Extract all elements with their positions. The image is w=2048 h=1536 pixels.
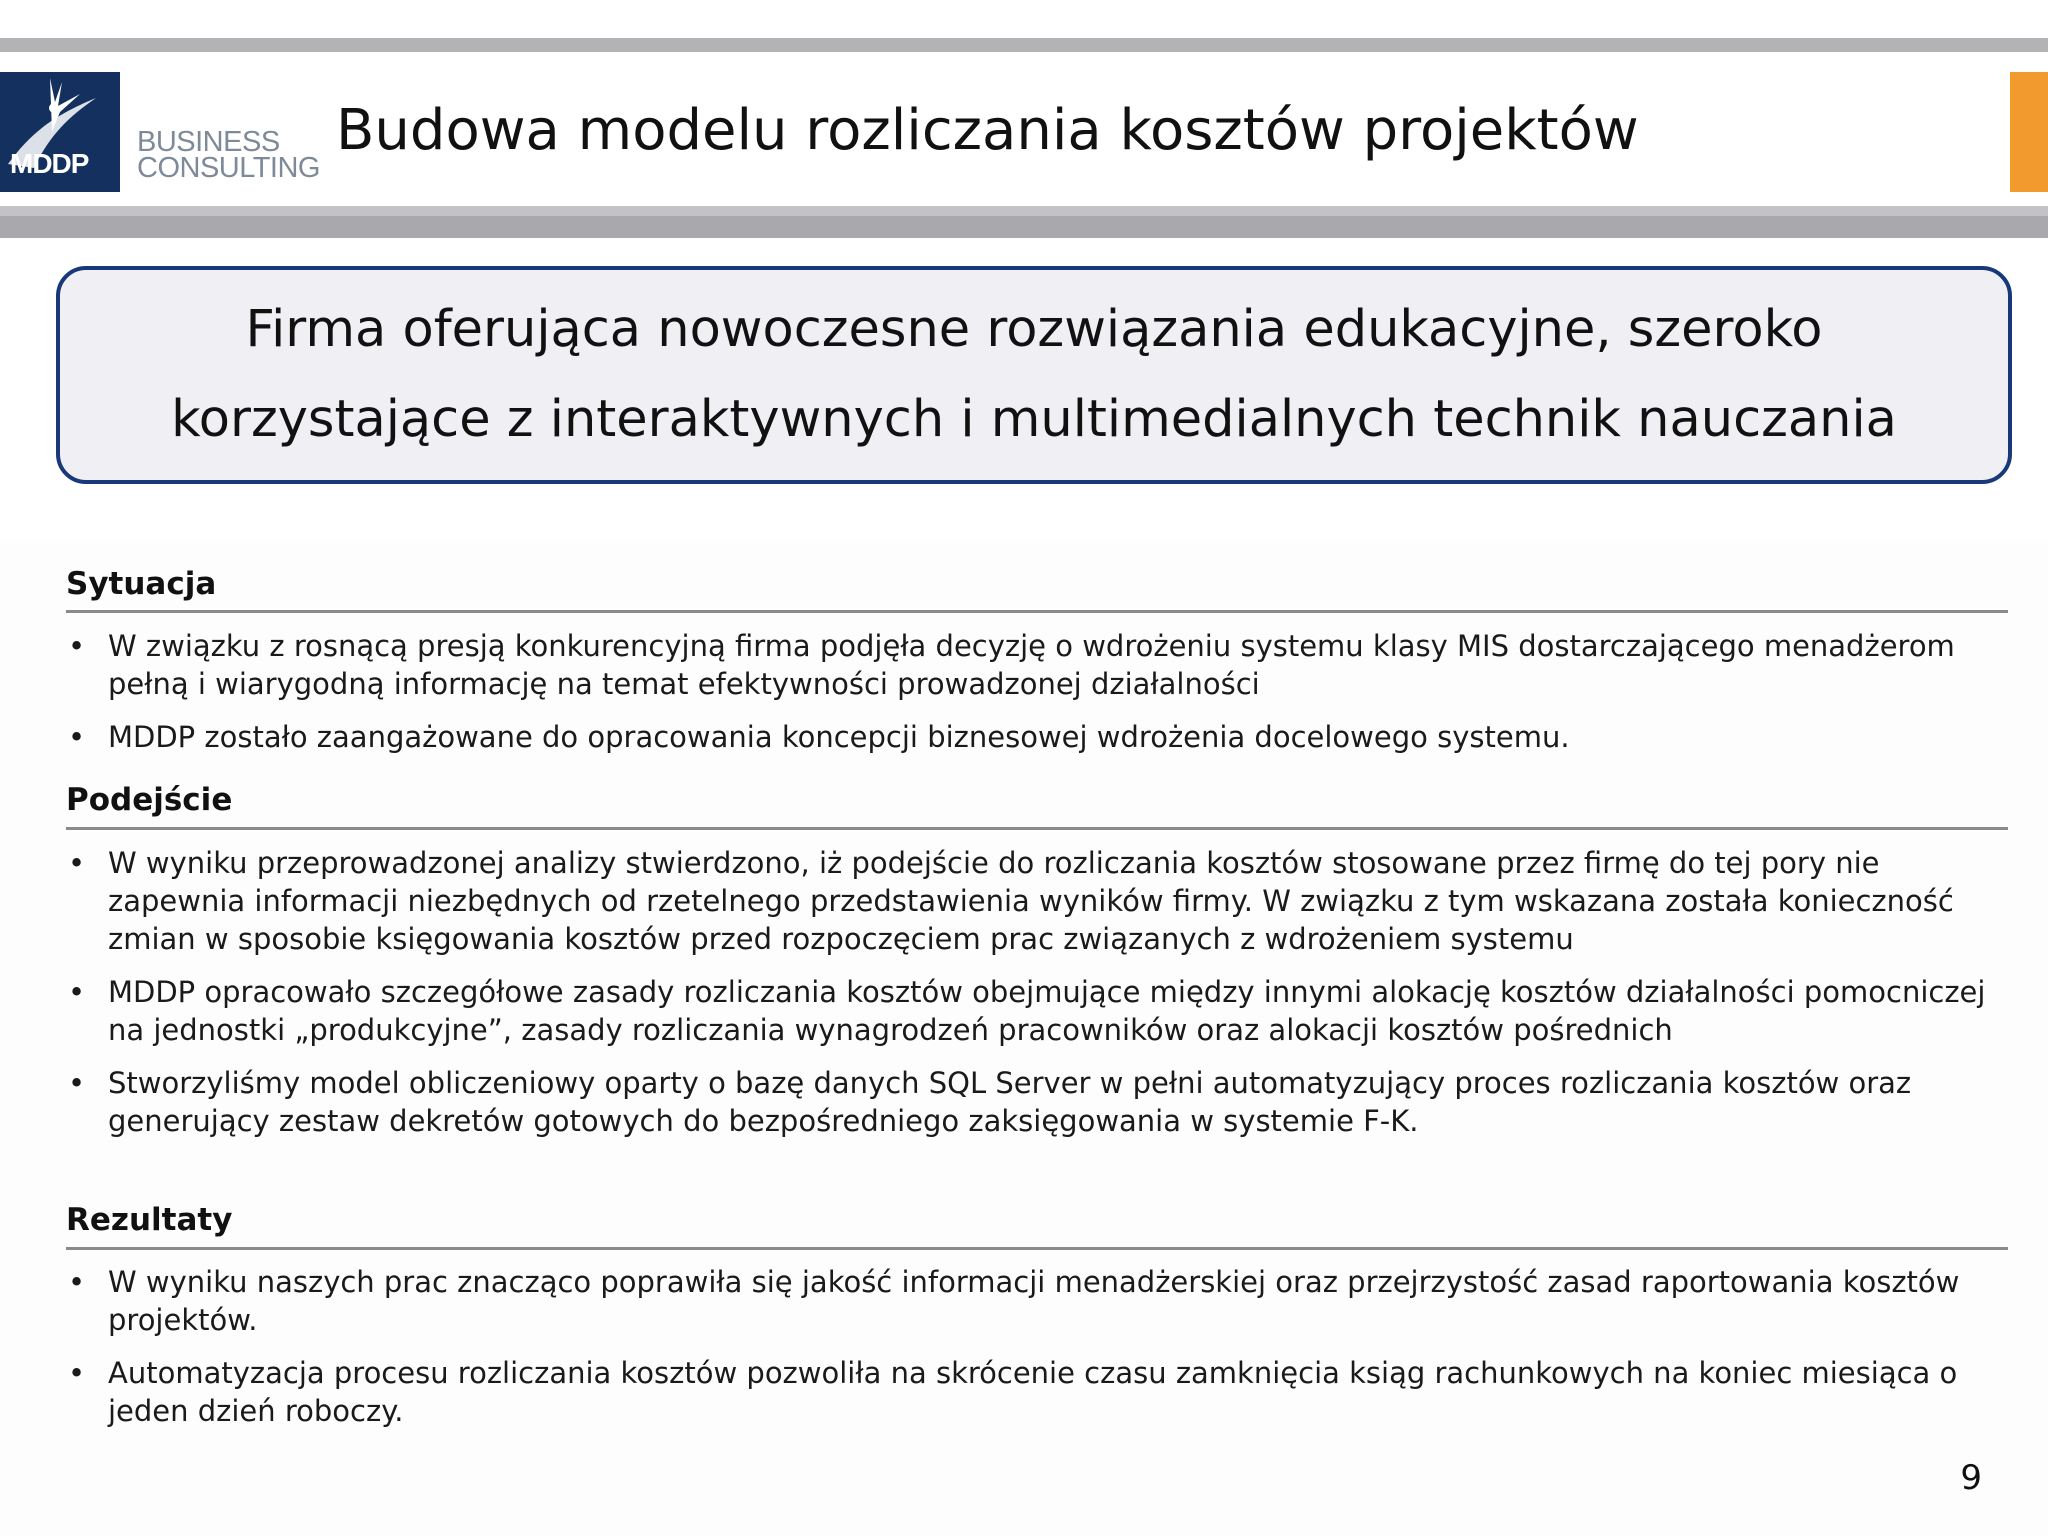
slide-title: Budowa modelu rozliczania kosztów projektów (336, 98, 1639, 163)
list-item: • MDDP zostało zaangażowane do opracowania koncepcji biznesowej wdrożenia docelowego systemu. (66, 718, 2006, 756)
list-item: • W wyniku naszych prac znacząco poprawiła się jakość informacji menadżerskiej oraz przejrzystość zasad raportowania kosztów projektów. (66, 1263, 2006, 1339)
list-item: • Automatyzacja procesu rozliczania kosztów pozwoliła na skrócenie czasu zamknięcia ksiąg rachunkowych na koniec miesiąca o jeden dzień roboczy. (66, 1354, 2006, 1430)
company-description-box (56, 266, 2012, 484)
logo-tagline-consulting: CONSULTING (137, 152, 320, 184)
bullet-list-sytuacja (66, 627, 2006, 771)
section-heading-sytuacja: Sytuacja (66, 566, 217, 602)
top-gray-band (0, 38, 2048, 52)
list-item: • W wyniku przeprowadzonej analizy stwierdzono, iż podejście do rozliczania kosztów stosowane przez firmę do tej pory nie zapewnia informacji niezbędnych od rzetelnego przedstawienia wyników firmy. W związku z tym wskazana została konieczność zmian w sposobie księgowania kosztów przed rozpoczęciem prac związanych z wdrożeniem systemu (66, 844, 2006, 958)
list-item: • W związku z rosnącą presją konkurencyjną firma podjęła decyzję o wdrożeniu systemu klasy MIS dostarczającego menadżerom pełną i wiarygodną informację na temat efektywności prowadzonej działalności (66, 627, 2006, 703)
orange-accent-tab (2010, 72, 2048, 192)
list-item: • MDDP opracowało szczegółowe zasady rozliczania kosztów obejmujące między innymi alokację kosztów działalności pomocniczej na jednostki „produkcyjne”, zasady rozliczania wynagrodzeń pracowników oraz alokacji kosztów pośrednich (66, 973, 2006, 1049)
section-heading-podejscie: Podejście (66, 782, 233, 818)
header-divider-light (0, 206, 2048, 216)
section-rule (66, 827, 2008, 830)
bullet-list-podejscie (66, 844, 2006, 1155)
section-rule (66, 1247, 2008, 1250)
header-divider-dark (0, 216, 2048, 238)
mddp-logo (0, 72, 120, 192)
page-number: 9 (1960, 1458, 1982, 1498)
callout-line-2: korzystające z interaktywnych i multimedialnych technik nauczania (171, 390, 1897, 449)
list-item: • Stworzyliśmy model obliczeniowy oparty o bazę danych SQL Server w pełni automatyzujący proces rozliczania kosztów oraz generujący zestaw dekretów gotowych do bezpośredniego zaksięgowania w systemie F-K. (66, 1064, 2006, 1140)
callout-line-1: Firma oferująca nowoczesne rozwiązania edukacyjne, szeroko (245, 300, 1823, 359)
bullet-list-rezultaty (66, 1263, 2006, 1445)
logo-wordmark: MDDP (10, 148, 89, 179)
section-heading-rezultaty: Rezultaty (66, 1202, 233, 1238)
logo-tagline-business: BUSINESS (137, 126, 280, 158)
section-rule (66, 610, 2008, 613)
